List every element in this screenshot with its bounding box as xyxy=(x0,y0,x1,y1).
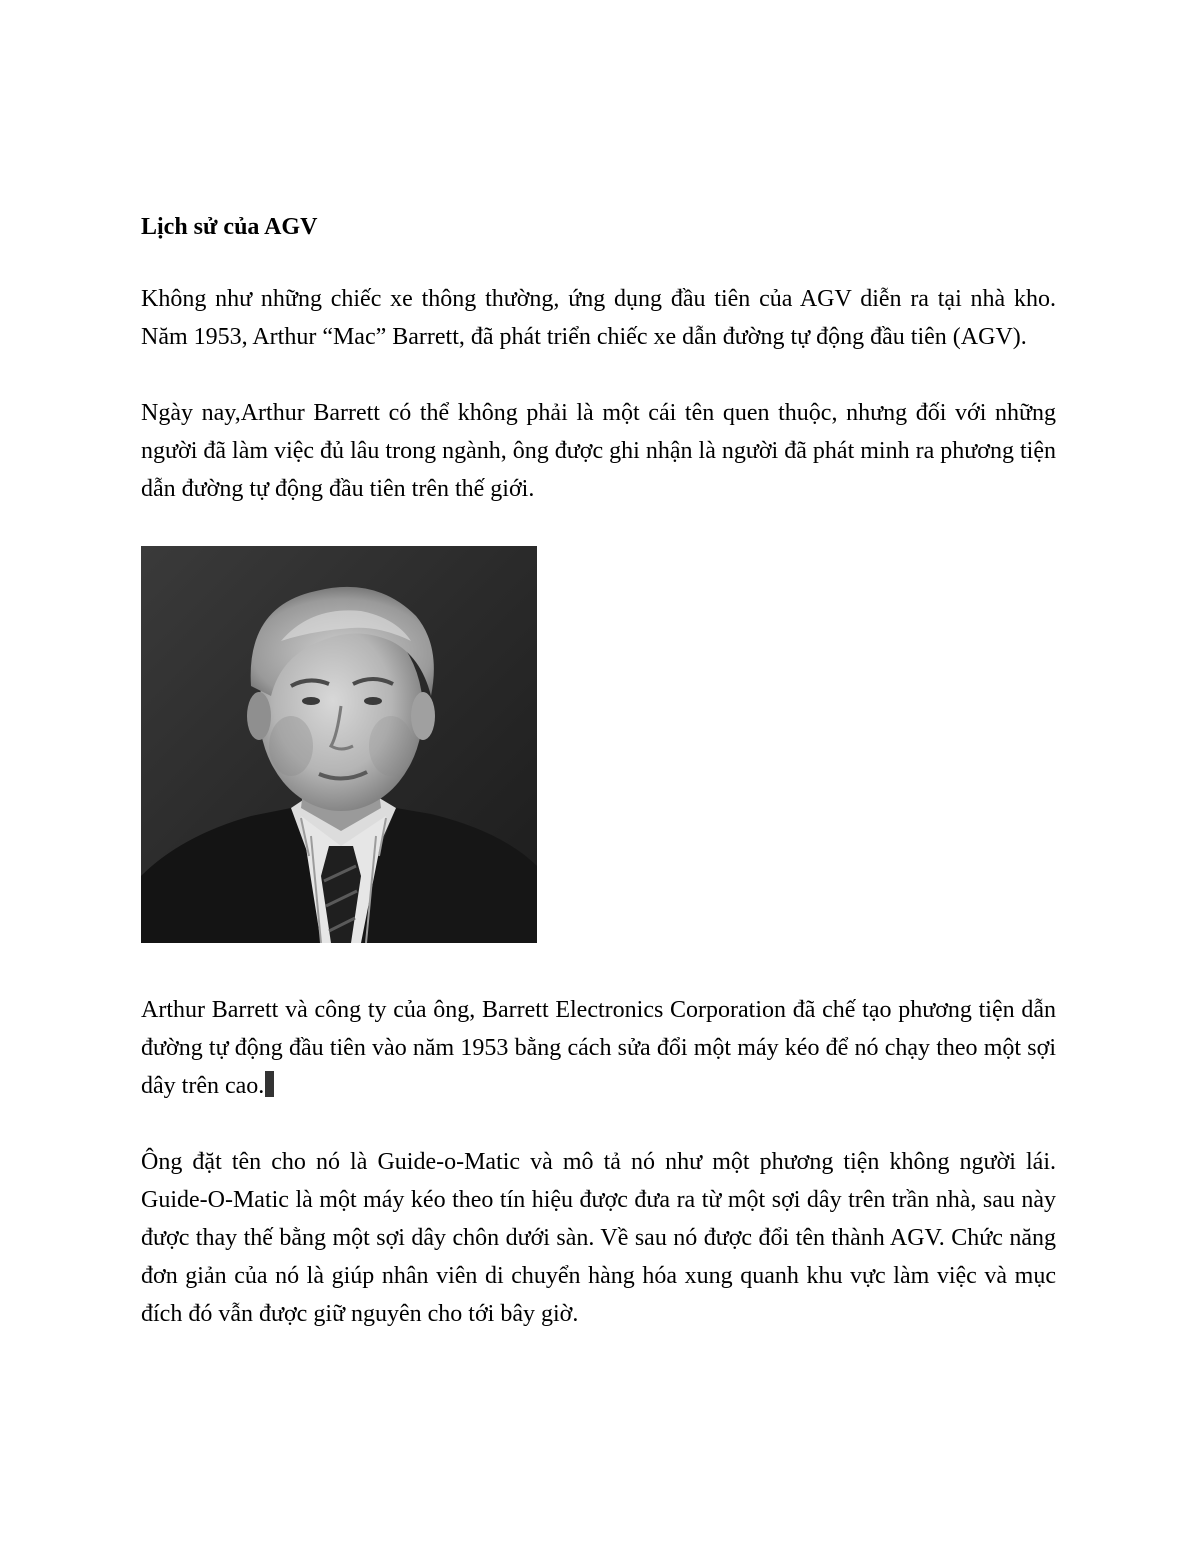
document-body xyxy=(141,208,1056,1371)
paragraph-today: Ngày nay,Arthur Barrett có thể không phải là một cái tên quen thuộc, nhưng đối với những người đã làm việc đủ lâu trong ngành, ông được ghi nhận là người đã phát minh ra phương tiện dẫn đường tự động đầu tiên trên thế giới. xyxy=(141,400,1056,502)
portrait-photo xyxy=(141,546,537,943)
paragraph-barrett-electronics-text: Arthur Barrett và công ty của ông, Barrett Electronics Corporation đã chế tạo phương tiện dẫn đường tự động đầu tiên vào năm 1953 bằng cách sửa đổi một máy kéo để nó chạy theo một sợi dây trên cao. xyxy=(141,997,1056,1099)
paragraph-guide-o-matic: Ông đặt tên cho nó là Guide-o-Matic và mô tả nó như một phương tiện không người lái. Guide-O-Matic là một máy kéo theo tín hiệu được đưa ra từ một sợi dây trên trần nhà, sau này được thay thế bằng một sợi dây chôn dưới sàn. Về sau nó được đổi tên thành AGV. Chức năng đơn giản của nó là giúp nhân viên di chuyển hàng hóa xung quanh khu vực làm việc và mục đích đó vẫn được giữ nguyên cho tới bây giờ. xyxy=(141,1149,1056,1327)
paragraph-intro: Không như những chiếc xe thông thường, ứng dụng đầu tiên của AGV diễn ra tại nhà kho. Năm 1953, Arthur “Mac” Barrett, đã phát triển chiếc xe dẫn đường tự động đầu tiên (AGV). xyxy=(141,286,1056,350)
text-cursor xyxy=(265,1071,274,1097)
paragraph-barrett-electronics xyxy=(141,991,1056,1105)
document-title: Lịch sử của AGV xyxy=(141,214,318,240)
